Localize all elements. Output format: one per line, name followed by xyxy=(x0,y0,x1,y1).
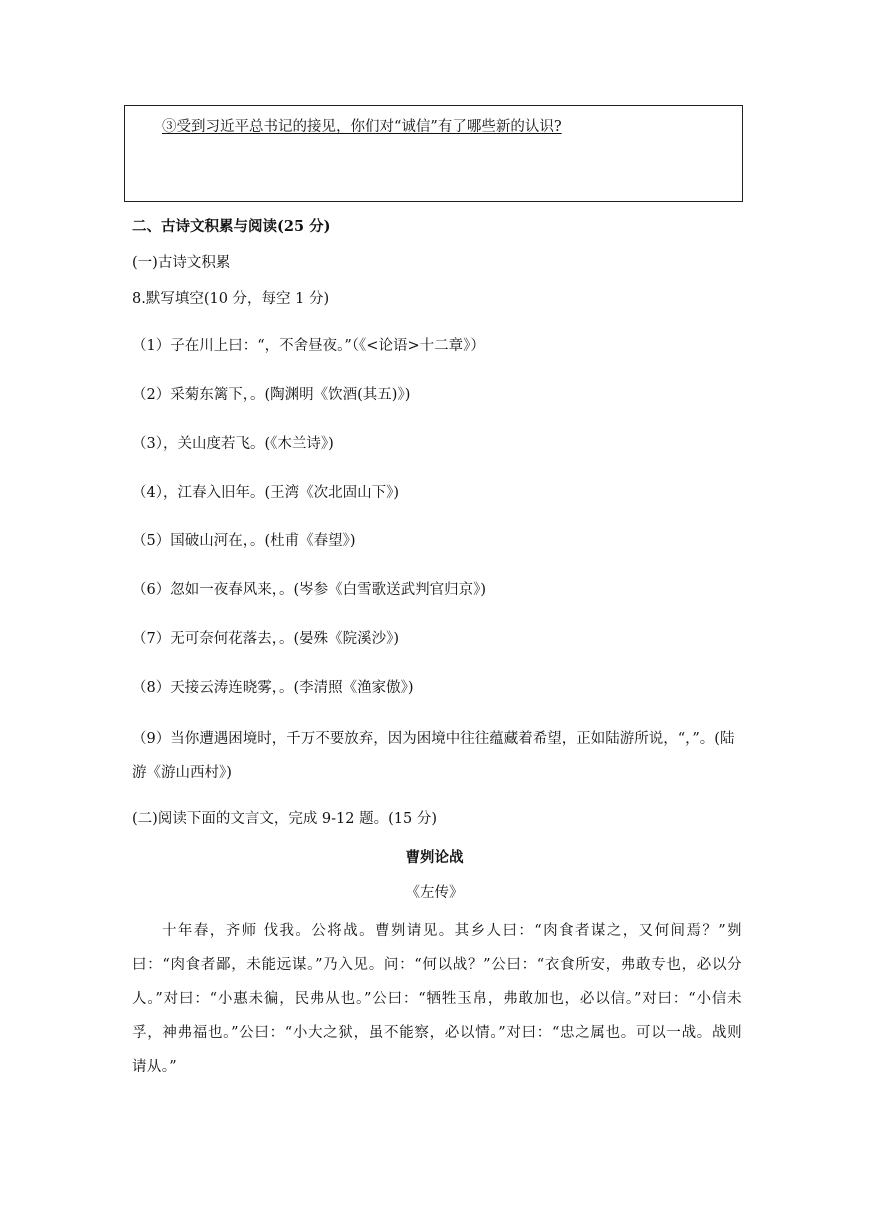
fill-item-5: （5）国破山河在，。(杜甫《春望》) xyxy=(132,533,356,549)
fill-item-8: （8）天接云涛连晓雾，。(李清照《渔家傲》) xyxy=(132,680,414,696)
part2-title: (二)阅读下面的文言文，完成 9-12 题。(15 分) xyxy=(132,811,437,827)
fill-item-7: （7）无可奈何花落去，。(晏殊《院溪沙》) xyxy=(132,631,400,647)
box-question: ③受到习近平总书记的接见，你们对“诚信”有了哪些新的认识? xyxy=(162,119,562,135)
fill-item-9: （9）当你遭遇困境时，千万不要放弃，因为困境中往往蕴藏着希望，正如陆游所说，“，”。(陆游《游山西村》) xyxy=(132,731,735,781)
passage-title: 曹刿论战 xyxy=(405,849,464,866)
passage-source: 《左传》 xyxy=(405,885,464,901)
fill-item-2: （2）采菊东篱下，。(陶渊明《饮酒(其五)》) xyxy=(132,387,411,403)
question-8-title: 8.默写填空(10 分，每空 1 分) xyxy=(132,291,330,307)
fill-item-3: （3），关山度若飞。(《木兰诗》) xyxy=(132,436,334,452)
answer-box xyxy=(124,105,743,202)
fill-item-1: （1）子在川上曰：“，不舍昼夜。”（《<论语>十二章》） xyxy=(132,338,485,354)
fill-item-6: （6）忽如一夜春风来，。(岑参《白雪歌送武判官归京》) xyxy=(132,582,487,598)
section-heading: 二、古诗文积累与阅读(25 分) xyxy=(132,218,331,235)
classical-passage: 十年春，齐师 伐我。公将战。曹刿请见。其乡人曰：“肉食者谋之，又何间焉？”刿曰：“肉食者鄙，未能远谋。”乃入见。问：“何以战？”公曰：“衣食所安，弗敢专也，必以分人。”对曰：“小惠未徧，民弗从也。”公曰：“牺牲玉帛，弗敢加也，必以信。”对曰：“小信未孚，神弗福也。”公曰：“小大之狱，虽不能察，必以情。”对曰：“忠之属也。可以一战。战则请从。” xyxy=(132,923,742,1075)
part1-title: (一)古诗文积累 xyxy=(132,255,231,271)
fill-item-4: （4），江春入旧年。(王湾《次北固山下》) xyxy=(132,485,400,501)
